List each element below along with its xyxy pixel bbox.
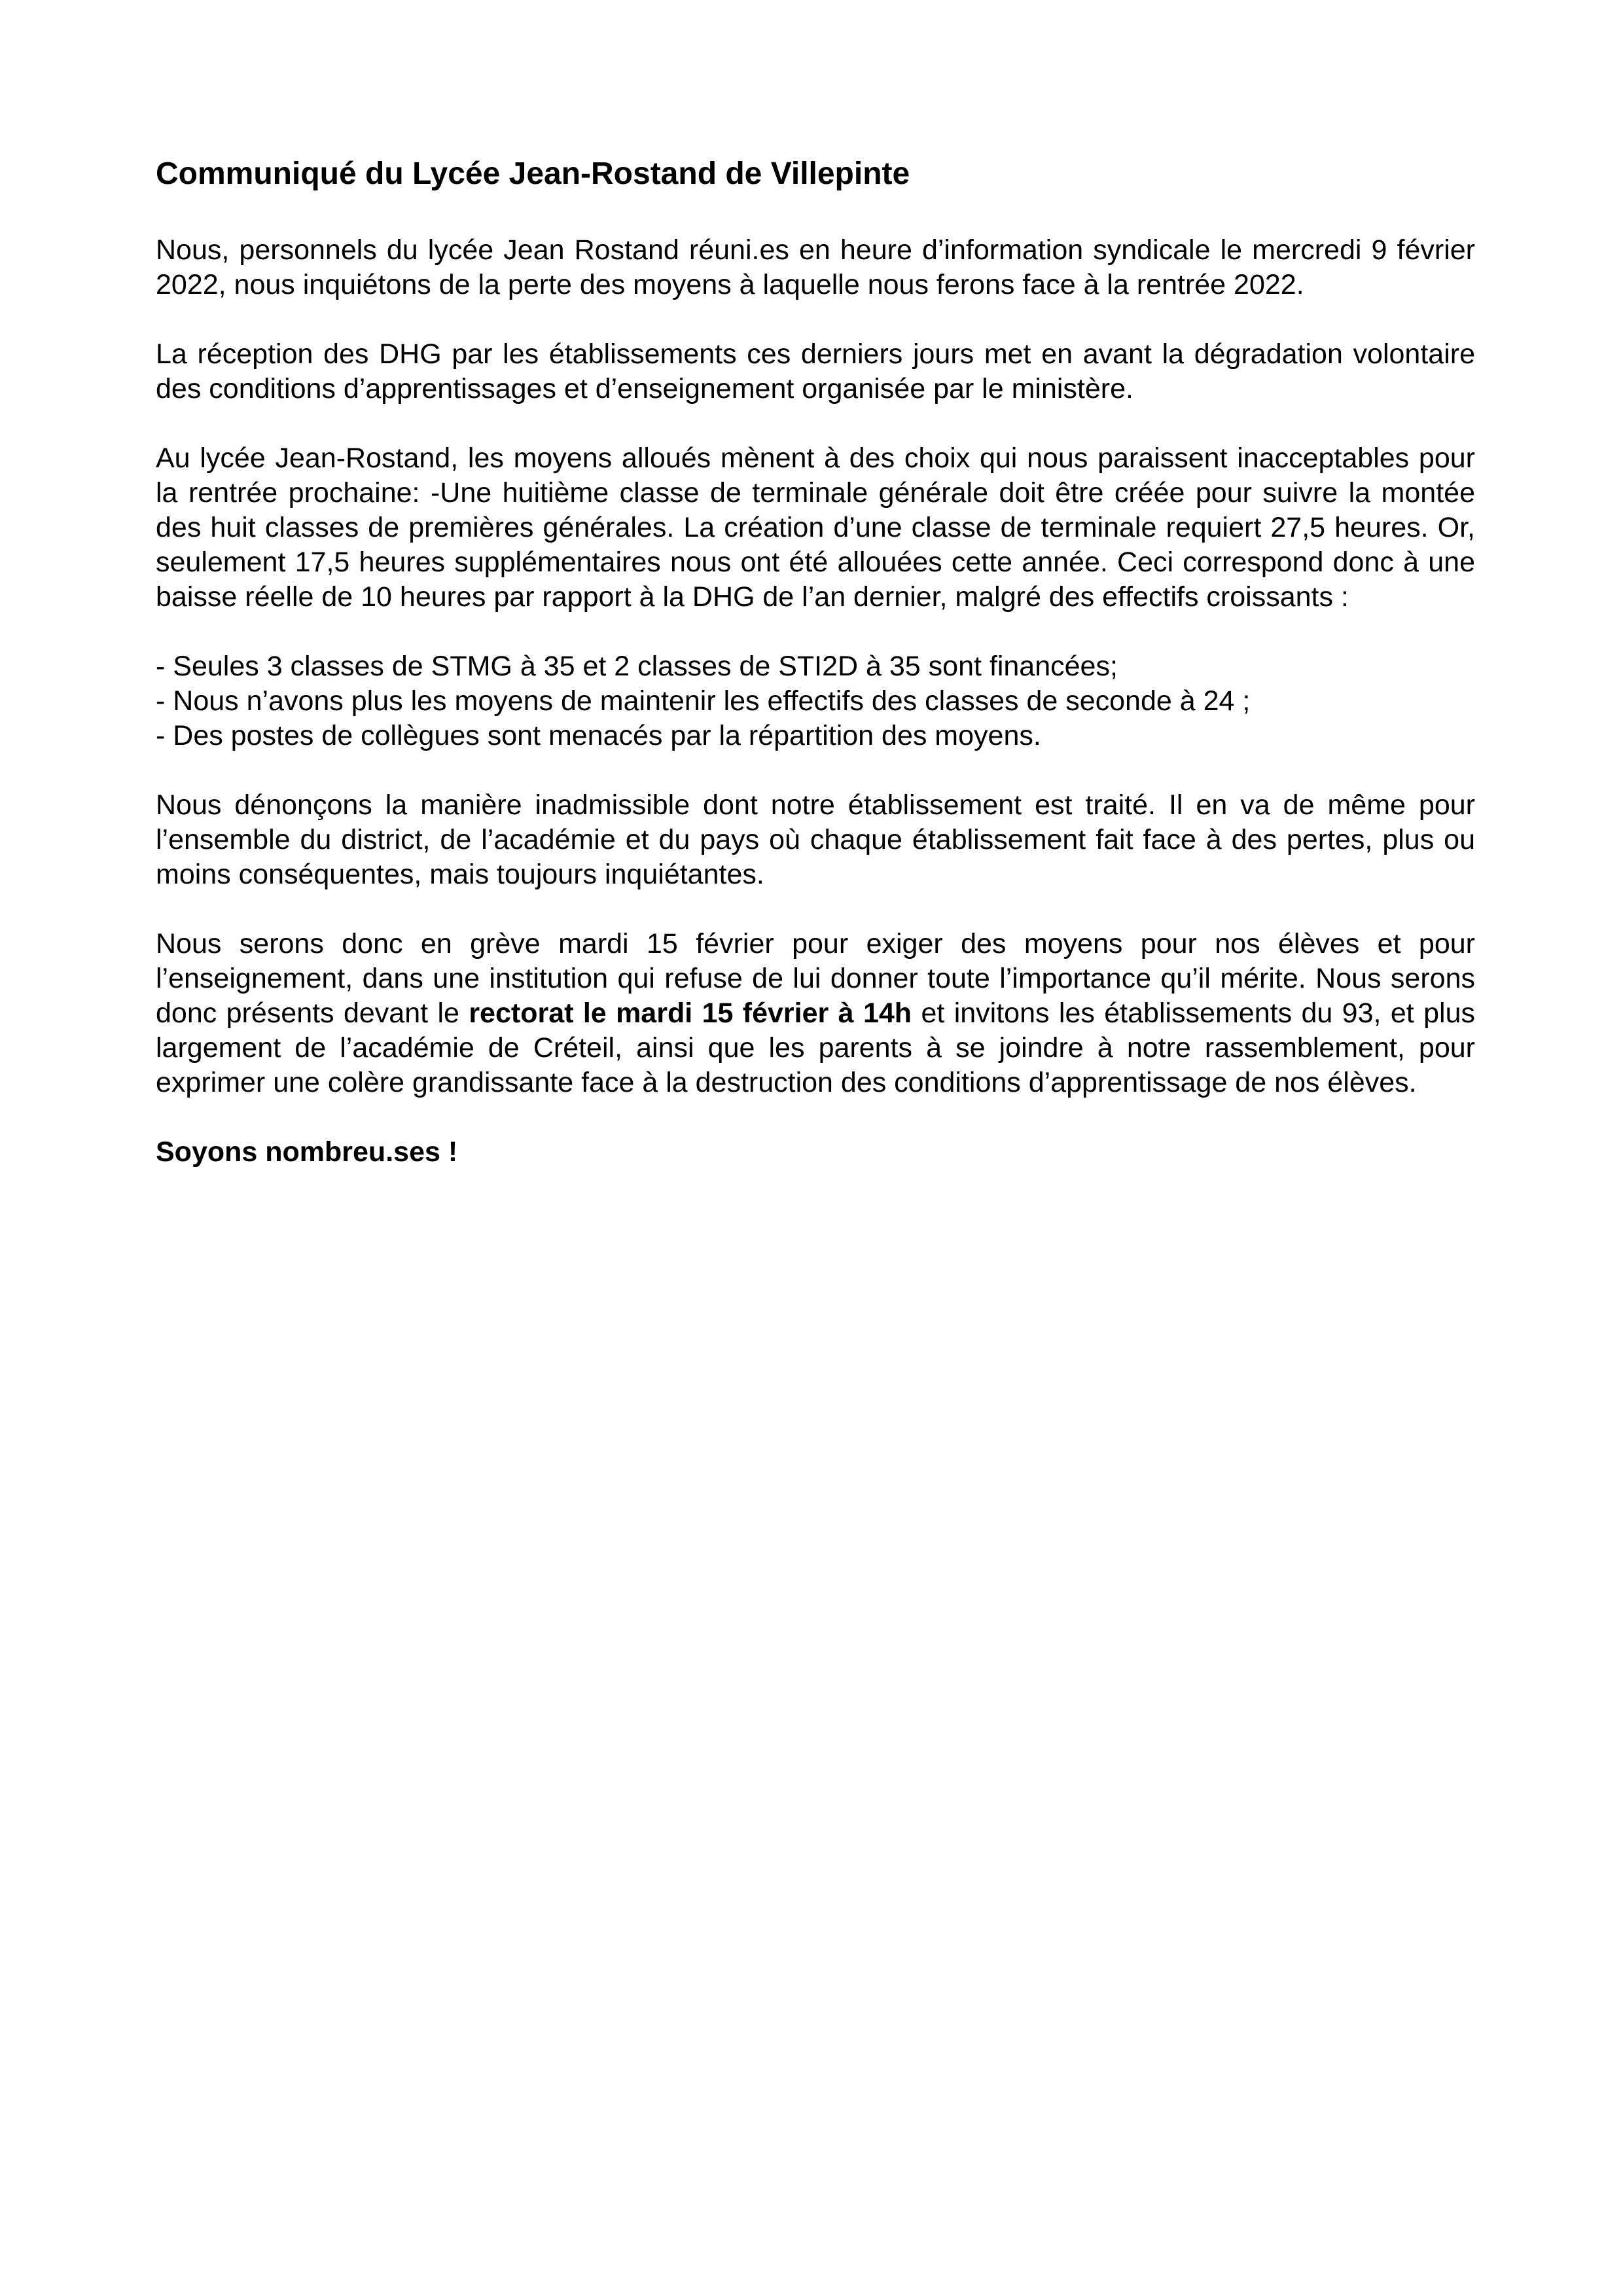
paragraph-denunciation: Nous dénonçons la manière inadmissible dont notre établissement est traité. Il en va de même pour l’ensemble du district, de l’académie et du pays où chaque établissement fait face à des pertes, plus ou moins conséquentes, mais toujours inquiétantes. <box>156 789 1475 890</box>
document-body <box>156 154 1475 1170</box>
paragraph-allocated-hours: Au lycée Jean-Rostand, les moyens alloués mènent à des choix qui nous paraissent inacceptables pour la rentrée prochaine: -Une huitième classe de terminale générale doit être créée pour suivre la montée des huit classes de premières générales. La création d’une classe de terminale requiert 27,5 heures. Or, seulement 17,5 heures supplémentaires nous ont été allouées cette année. Ceci correspond donc à une baisse réelle de 10 heures par rapport à la DHG de l’an dernier, malgré des effectifs croissants : <box>156 442 1475 613</box>
rally-date-highlight: rectorat le mardi 15 février à 14h <box>469 997 912 1029</box>
list-item: - Des postes de collègues sont menacés par la répartition des moyens. <box>156 720 1041 751</box>
paragraph-strike-call <box>156 927 1475 1100</box>
paragraph-intro: Nous, personnels du lycée Jean Rostand réuni.es en heure d’information syndicale le mercredi 9 février 2022, nous inquiétons de la perte des moyens à laquelle nous ferons face à la rentrée 2022. <box>156 234 1475 300</box>
closing-slogan: Soyons nombreu.ses ! <box>156 1136 458 1168</box>
strike-call-text-start: Nous serons donc en grève mardi 15 février pour exiger des moyens pour nos élèves et pour l’enseignement, dans une institution qui refuse de lui donner toute l’importance qu’il mérite. Nous serons donc présents devant le <box>156 928 1475 1029</box>
list-item: - Seules 3 classes de STMG à 35 et 2 classes de STI2D à 35 sont financées; <box>156 651 1118 682</box>
list-item: - Nous n’avons plus les moyens de maintenir les effectifs des classes de seconde à 24 ; <box>156 685 1251 717</box>
document-title: Communiqué du Lycée Jean-Rostand de Villepinte <box>156 156 910 191</box>
strike-call-text-end: et invitons les établissements du 93, et plus largement de l’académie de Créteil, ainsi que les parents à se joindre à notre rassemblement, pour exprimer une colère grandissante face à la destruction des conditions d’apprentissage de nos élèves. <box>156 997 1475 1098</box>
consequences-list <box>156 649 1475 753</box>
paragraph-dhg-reception: La réception des DHG par les établissements ces derniers jours met en avant la dégradation volontaire des conditions d’apprentissages et d’enseignement organisée par le ministère. <box>156 338 1475 404</box>
